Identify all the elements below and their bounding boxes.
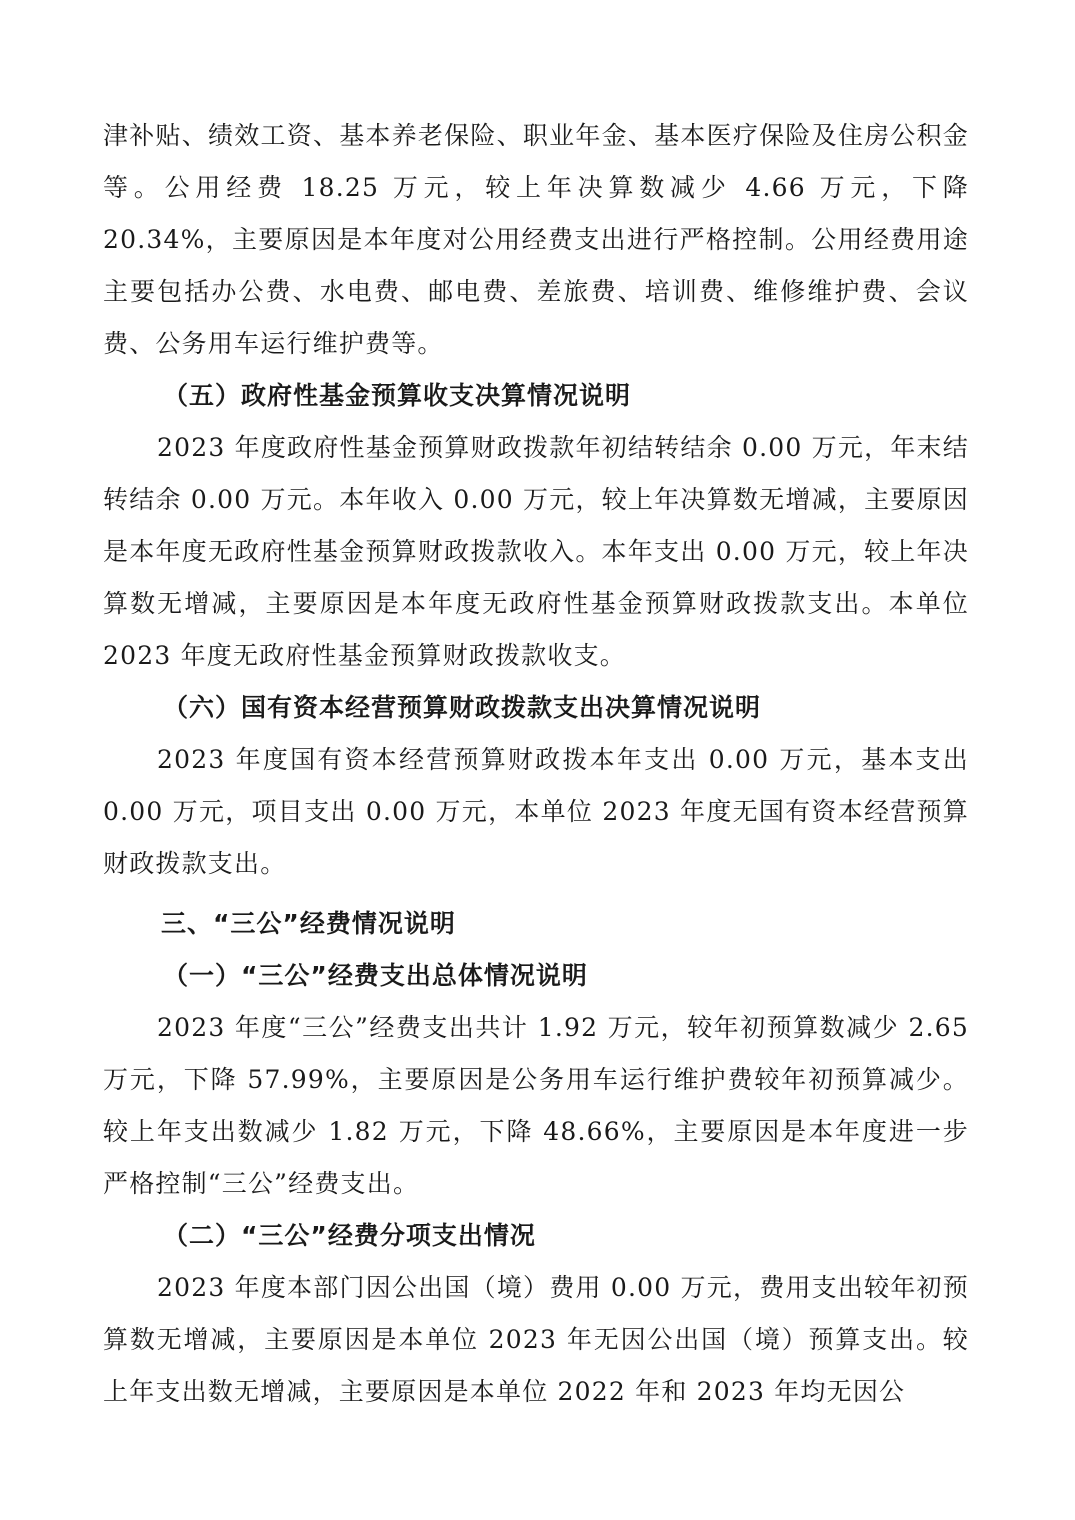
section-heading-government-fund: （五）政府性基金预算收支决算情况说明 <box>163 381 632 410</box>
paragraph-state-capital: 2023 年度国有资本经营预算财政拨本年支出 0.00 万元，基本支出0.00 万元，项目支出 0.00 万元，本单位 2023 年度无国有资本经营预算财政拨款支出。 <box>103 745 969 878</box>
section-heading-three-public-overall: （一）“三公”经费支出总体情况说明 <box>163 961 588 990</box>
paragraph-three-public-items: 2023 年度本部门因公出国（境）费用 0.00 万元，费用支出较年初预算数无增减，主要原因是本单位 2023 年无因公出国（境）预算支出。较上年支出数无增减，主要原因是本单位 2022 年和 2023 年均无因公 <box>103 1273 969 1406</box>
chapter-heading-three-public: 三、“三公”经费情况说明 <box>161 909 456 938</box>
paragraph-public-funds: 津补贴、绩效工资、基本养老保险、职业年金、基本医疗保险及住房公积金等。公用经费 18.25 万元，较上年决算数减少 4.66 万元，下降20.34%，主要原因是本年度对公用经费支出进行严格控制。公用经费用途主要包括办公费、水电费、邮电费、差旅费、培训费、维修维护费、会议费、公务用车运行维护费等。 <box>103 121 969 358</box>
paragraph-government-fund: 2023 年度政府性基金预算财政拨款年初结转结余 0.00 万元，年末结转结余 0.00 万元。本年收入 0.00 万元，较上年决算数无增减，主要原因是本年度无政府性基金预算财政拨款收入。本年支出 0.00 万元，较上年决算数无增减，主要原因是本年度无政府性基金预算财政拨款支出。本单位 2023 年度无政府性基金预算财政拨款收支。 <box>103 433 969 670</box>
paragraph-three-public-overall: 2023 年度“三公”经费支出共计 1.92 万元，较年初预算数减少 2.65 万元，下降 57.99%，主要原因是公务用车运行维护费较年初预算减少。较上年支出数减少 1.82 万元，下降 48.66%，主要原因是本年度进一步严格控制“三公”经费支出。 <box>103 1013 969 1198</box>
section-heading-three-public-items: （二）“三公”经费分项支出情况 <box>163 1221 536 1250</box>
document-body <box>103 110 969 1418</box>
section-heading-state-capital: （六）国有资本经营预算财政拨款支出决算情况说明 <box>163 693 762 722</box>
